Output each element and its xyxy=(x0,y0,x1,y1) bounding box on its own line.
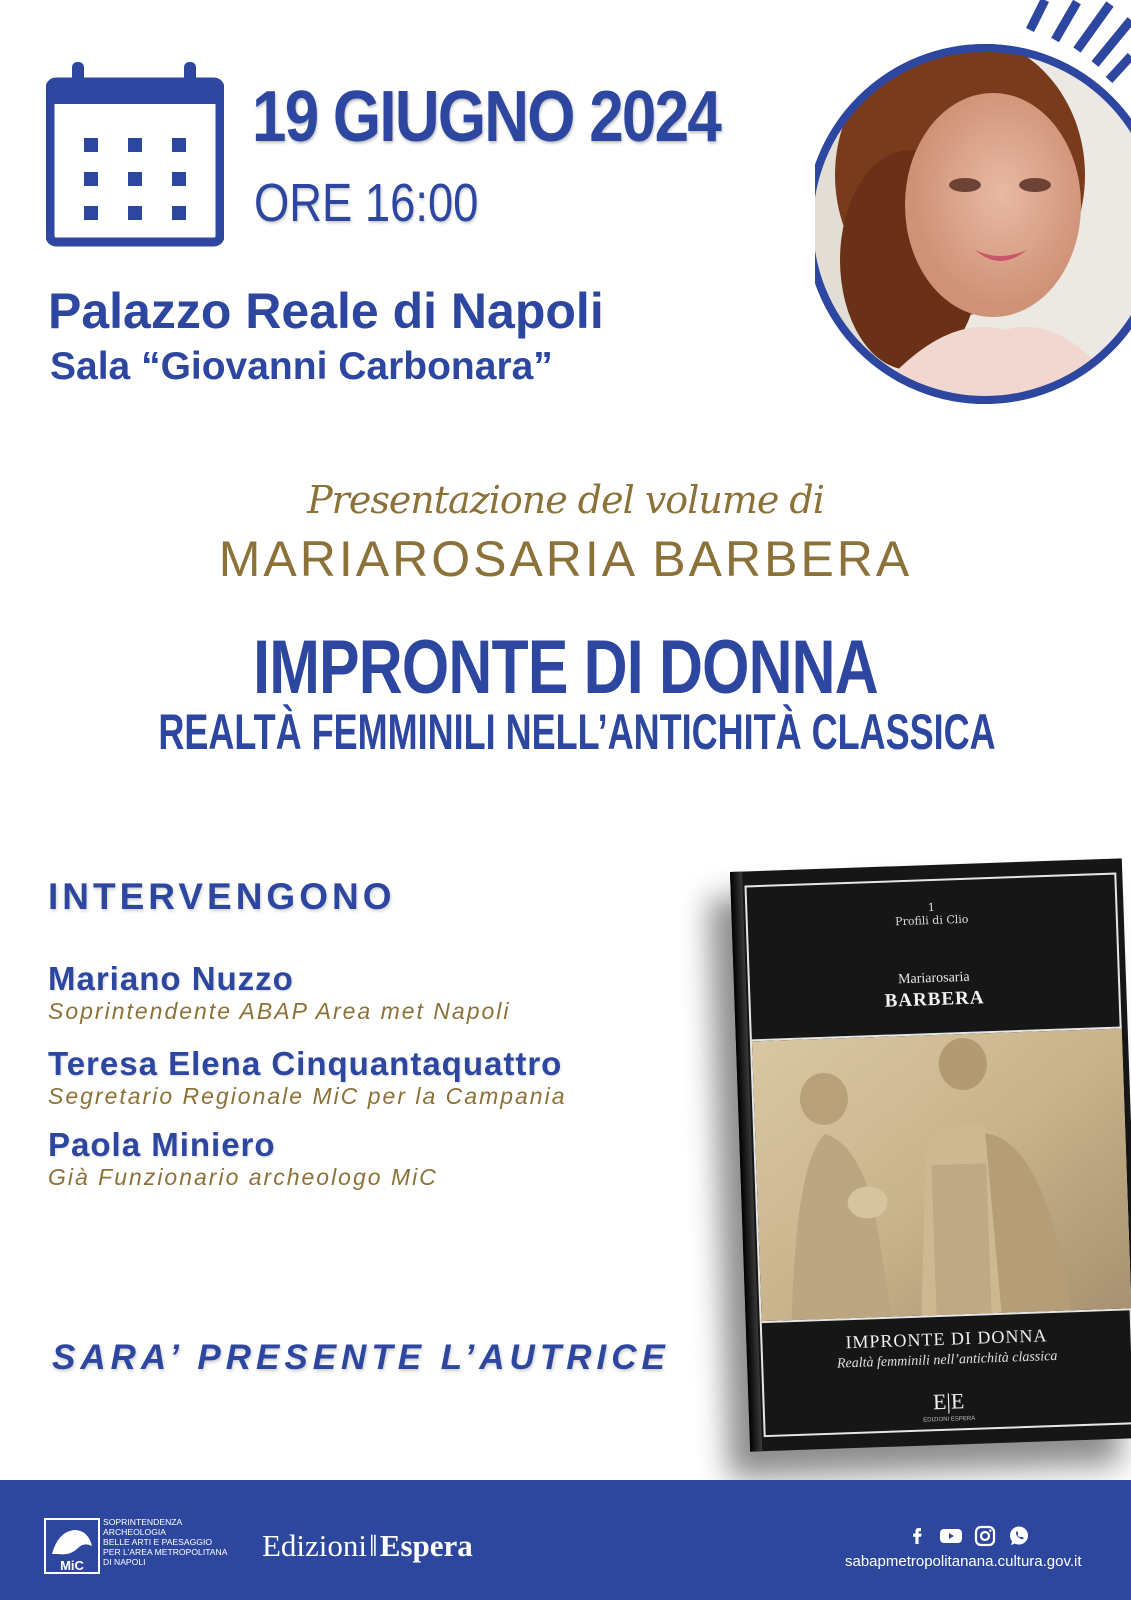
book-cover-title: IMPRONTE DI DONNA xyxy=(845,1325,1048,1353)
event-date: 19 GIUGNO 2024 xyxy=(252,77,721,157)
speaker-role: Già Funzionario archeologo MiC xyxy=(48,1164,438,1190)
author-name: MARIAROSARIA BARBERA xyxy=(218,531,913,587)
event-venue: Palazzo Reale di Napoli xyxy=(48,283,604,339)
speaker-role: Soprintendente ABAP Area met Napoli xyxy=(48,998,511,1024)
publisher-mark: E|E xyxy=(932,1388,965,1415)
website-link[interactable]: sabapmetropolitanana.cultura.gov.it xyxy=(845,1553,1082,1570)
presentation-intro: Presentazione del volume di xyxy=(307,478,824,522)
speaker-name: Mariano Nuzzo xyxy=(48,960,294,997)
whatsapp-icon[interactable] xyxy=(1007,1524,1031,1548)
calendar-icon xyxy=(46,62,224,247)
publisher-mark-label: EDIZIONI ESPERA xyxy=(923,1415,976,1424)
book-series: 1 Profili di Clio xyxy=(894,900,969,929)
mic-label: MiC xyxy=(60,1558,84,1573)
speaker-role: Segretario Regionale MiC per la Campania xyxy=(48,1083,567,1109)
instagram-icon[interactable] xyxy=(973,1524,997,1548)
facebook-icon[interactable] xyxy=(905,1524,929,1548)
author-present-note: SARA’ PRESENTE L’AUTRICE xyxy=(52,1338,670,1377)
book-cover-subtitle: Realtà femminili nell’antichità classica xyxy=(836,1348,1058,1372)
book-title: IMPRONTE DI DONNA xyxy=(253,625,878,710)
youtube-icon[interactable] xyxy=(939,1524,963,1548)
relief-image xyxy=(752,1026,1131,1323)
publisher-logo: Edizioni‖Espera xyxy=(262,1528,473,1563)
event-time: ORE 16:00 xyxy=(254,173,479,233)
speakers-heading: INTERVENGONO xyxy=(48,876,396,917)
book-subtitle: REALTÀ FEMMINILI NELL’ANTICHITÀ CLASSICA xyxy=(158,704,996,760)
social-icons xyxy=(905,1524,1045,1548)
book-cover xyxy=(720,855,1131,1475)
speaker-name: Teresa Elena Cinquantaquattro xyxy=(48,1045,563,1082)
book-author-first: Mariarosaria xyxy=(897,969,970,988)
book-author-last: BARBERA xyxy=(884,987,985,1012)
soprintendenza-label: SOPRINTENDENZA ARCHEOLOGIA BELLE ARTI E PAESAGGIO PER L’AREA METROPOLITANA DI NAPOLI xyxy=(103,1517,228,1567)
mic-logo xyxy=(44,1518,100,1574)
event-room: Sala “Giovanni Carbonara” xyxy=(50,345,553,388)
speaker-name: Paola Miniero xyxy=(48,1126,276,1163)
author-portrait xyxy=(815,0,1131,420)
